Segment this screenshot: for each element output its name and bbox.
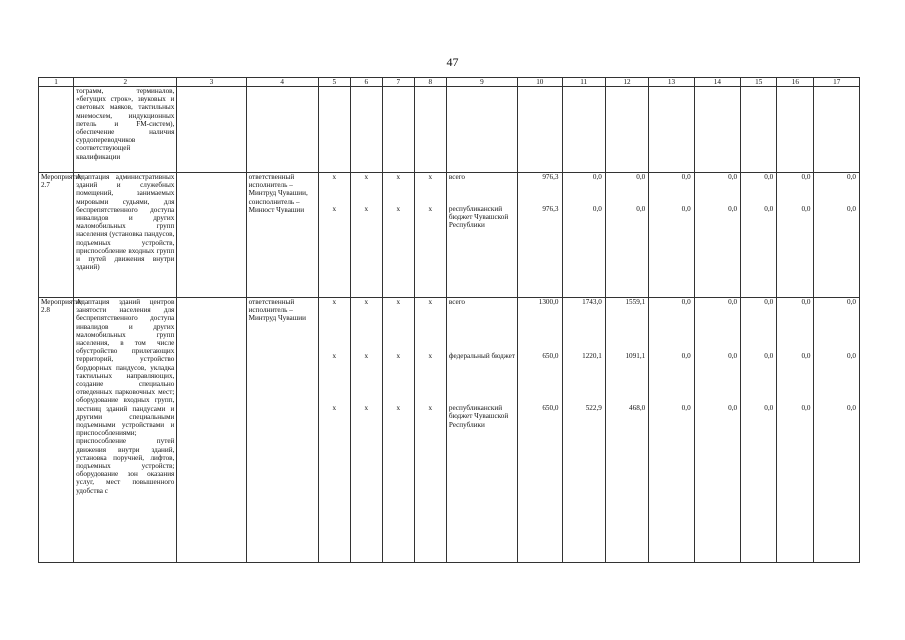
measure-2-8-row-total: Мероприятие 2.8 Адаптация зданий центров занятости населения для беспрепятственного доступа инвалидов и других маломобильных групп населения, в том числе обустройство прилегающих территорий, устройство бордюрных пандусов, укладка тактильных направляющих, создание специально отведенных парковочных мест; оборудование входных групп, лестниц зданий пандусами и другими специальными подъемными устройствами и приспособлениями; приспособление путей движения внутри зданий, установка поручней, лифтов, подъемных устройств; оборудование зон оказания услуг, мест повышенного удобства с ответственный исполнитель – Минтруд Чувашии x x x x всего 1300,0 1743,0 1559,1 0,0 0,0 0,0 0,0 0,0 bbox=[39, 298, 860, 353]
header-cell: 3 bbox=[177, 78, 246, 87]
measure-2-7-row-republic: x x x x республиканский бюджет Чувашской Республики 976,3 0,0 0,0 0,0 0,0 0,0 0,0 0,0 bbox=[39, 205, 860, 298]
header-cell: 13 bbox=[649, 78, 694, 87]
measure-2-8-row-federal: x x x x федеральный бюджет 650,0 1220,1 1091,1 0,0 0,0 0,0 0,0 0,0 bbox=[39, 352, 860, 404]
header-cell: 6 bbox=[350, 78, 382, 87]
header-cell: 1 bbox=[39, 78, 74, 87]
header-cell: 14 bbox=[694, 78, 740, 87]
header-cell: 7 bbox=[382, 78, 414, 87]
header-cell: 8 bbox=[414, 78, 446, 87]
program-table bbox=[38, 77, 860, 563]
measure-code: Мероприятие 2.7 bbox=[39, 173, 74, 298]
funding-source: всего bbox=[446, 298, 517, 353]
funding-source: республиканский бюджет Чувашской Республики bbox=[446, 404, 517, 562]
measure-executor: ответственный исполнитель – Минтруд Чувашии, соисполнитель – Минюст Чувашии bbox=[246, 173, 318, 298]
header-cell: 2 bbox=[74, 78, 177, 87]
funding-source: всего bbox=[446, 173, 517, 205]
header-cell: 17 bbox=[814, 78, 860, 87]
description-cell: тограмм, терминалов, «бегущих строк», звуковых и световых маяков, тактильных мнемосхем, индукционных петель и FM-систем), обеспечение наличия сурдопереводчиков соответствующей квалификации bbox=[74, 87, 177, 173]
measure-description: Адаптация зданий центров занятости населения для беспрепятственного доступа инвалидов и других маломобильных групп населения, в том числе обустройство прилегающих территорий, устройство бордюрных пандусов, укладка тактильных направляющих, создание специально отведенных парковочных мест; оборудование входных групп, лестниц зданий пандусами и другими специальными подъемными устройствами и приспособлениями; приспособление путей движения внутри зданий, установка поручней, лифтов, подъемных устройств; оборудование зон оказания услуг, мест повышенного удобства с bbox=[74, 298, 177, 563]
measure-description: Адаптация административных зданий и служебных помещений, занимаемых мировыми судьями, для беспрепятственного доступа инвалидов и других маломобильных групп населения (установка пандусов, подъемных устройств, приспособление входных групп и путей движения внутри зданий) bbox=[74, 173, 177, 298]
continuation-row bbox=[39, 87, 860, 173]
header-cell: 10 bbox=[518, 78, 562, 87]
header-cell: 15 bbox=[741, 78, 777, 87]
page-number: 47 bbox=[446, 55, 459, 69]
measure-2-8-row-republic: x x x x республиканский бюджет Чувашской Республики 650,0 522,9 468,0 0,0 0,0 0,0 0,0 0,0 bbox=[39, 404, 860, 562]
header-cell: 4 bbox=[246, 78, 318, 87]
header-cell: 16 bbox=[777, 78, 814, 87]
header-cell: 9 bbox=[446, 78, 517, 87]
header-row bbox=[39, 78, 860, 87]
measure-executor: ответственный исполнитель – Минтруд Чувашии bbox=[246, 298, 318, 563]
funding-source: федеральный бюджет bbox=[446, 352, 517, 404]
funding-source: республиканский бюджет Чувашской Республики bbox=[446, 205, 517, 298]
header-cell: 11 bbox=[562, 78, 605, 87]
measure-code: Мероприятие 2.8 bbox=[39, 298, 74, 563]
measure-2-7-row-total: Мероприятие 2.7 Адаптация административных зданий и служебных помещений, занимаемых мировыми судьями, для беспрепятственного доступа инвалидов и других маломобильных групп населения (установка пандусов, подъемных устройств, приспособление входных групп и путей движения внутри зданий) ответственный исполнитель – Минтруд Чувашии, соисполнитель – Минюст Чувашии x x x x всего 976,3 0,0 0,0 0,0 0,0 0,0 0,0 0,0 bbox=[39, 173, 860, 205]
header-cell: 12 bbox=[605, 78, 648, 87]
header-cell: 5 bbox=[318, 78, 350, 87]
